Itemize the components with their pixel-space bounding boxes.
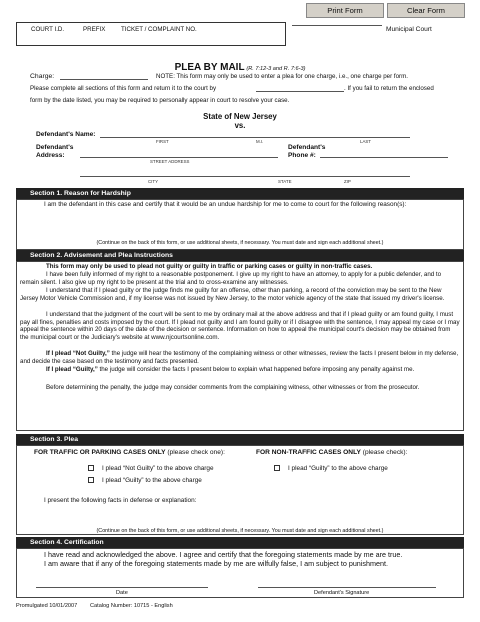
first-name-label: FIRST [156, 139, 169, 144]
not-guilty-checkbox[interactable] [88, 465, 94, 471]
advisement-p3: I understand that if I plead guilty or the judge finds me guilty for an offense, other than parking, a record of the conviction may be sent to the New Jersey Motor Vehicle Commission and, if my license was not issued by New Jersey, to the motor vehicle agency of the state that issued my driver's license. [20, 287, 445, 302]
advisement-p6: If I plead “Guilty,” the judge will consider the facts I present below to explain what happened before imposing any penalty against me. [46, 366, 415, 373]
section1-header: Section 1. Reason for Hardship [16, 188, 464, 199]
court-id-label: COURT I.D. [31, 26, 65, 33]
instructions-line1: Please complete all sections of this form and return it to the court by [30, 85, 217, 92]
defendant-name-label: Defendant's Name: [36, 131, 96, 138]
section4-header: Section 4. Certification [16, 537, 464, 548]
zip-label: ZIP [344, 179, 351, 184]
charge-label: Charge: [30, 73, 55, 80]
return-date-field[interactable] [256, 84, 344, 92]
prefix-label: PREFIX [83, 26, 106, 33]
facts-field[interactable] [20, 506, 460, 526]
facts-label: I present the following facts in defense or explanation: [44, 497, 197, 504]
last-name-label: LAST [360, 139, 371, 144]
city-state-zip-field[interactable] [80, 171, 410, 177]
advisement-p4: I understand that the judgment of the court will be sent to me by ordinary mail at the above address and that if I plead guilty or am found guilty, I must pay all fines, penalties and costs imposed by the court. If I plead not guilty and I am found guilty or if I disagree with the sentence, I may appeal my case or I may appeal the sentence within 20 days of the date of the decision or sentence. Information on how to appeal the municipal court's decision may be obtained from the municipal court or the Judiciary's website at www.njcourtsonline.com. [20, 311, 460, 341]
not-guilty-label: I plead “Not Guilty” to the above charge [102, 465, 214, 472]
signature-field[interactable] [258, 582, 436, 588]
nontraffic-guilty-label: I plead “Guilty” to the above charge [288, 465, 388, 472]
middle-initial-label: M.I. [256, 139, 264, 144]
street-address-label: STREET ADDRESS [150, 159, 190, 164]
defendant-phone-label: Defendant's Phone #: [288, 144, 326, 159]
state-label: STATE [278, 179, 292, 184]
print-form-button[interactable]: Print Form [306, 3, 384, 18]
section1-continue-note: (Continue on the back of this form, or use additional sheets, if necessary. You must date and sign each additional sheet.) [96, 240, 384, 246]
section3-continue-note: (Continue on the back of this form, or use additional sheets, if necessary. You must date and sign each additional sheet.) [96, 528, 384, 534]
catalog-number: Catalog Number: 10715 - English [90, 603, 173, 609]
advisement-p1: This form may only be used to plead not guilty or guilty in traffic or parking cases or guilty in non-traffic cases. [46, 263, 373, 270]
section2-header: Section 2. Advisement and Plea Instructions [16, 250, 464, 261]
ticket-label: TICKET / COMPLAINT NO. [121, 26, 197, 33]
city-label: CITY [148, 179, 159, 184]
case-caption: State of New Jersey vs. [203, 112, 277, 130]
section3-header: Section 3. Plea [16, 434, 464, 445]
charge-note: NOTE: This form may only be used to enter a plea for one charge, i.e., one charge per form. [156, 73, 408, 80]
page-title: PLEA BY MAIL (R. 7:12-3 and R. 7:6-3) [174, 62, 306, 73]
certification-line2: I am aware that if any of the foregoing statements made by me are wilfully false, I am subject to punishment. [44, 559, 388, 568]
nontraffic-guilty-checkbox[interactable] [274, 465, 280, 471]
date-field[interactable] [36, 582, 208, 588]
charge-field[interactable] [60, 72, 148, 80]
section1-text: I am the defendant in this case and certify that it would be an undue hardship for me to come to court for the following reason(s): [44, 201, 407, 208]
guilty-checkbox[interactable] [88, 477, 94, 483]
signature-label: Defendant's Signature [314, 590, 370, 596]
municipal-court-label: Municipal Court [386, 26, 432, 33]
guilty-label: I plead “Guilty” to the above charge [102, 477, 202, 484]
certification-line1: I have read and acknowledged the above. I agree and certify that the foregoing statements made by me are true. [44, 550, 403, 559]
promulgated-date: Promulgated 10/01/2007 [16, 603, 78, 609]
traffic-cases-heading: FOR TRAFFIC OR PARKING CASES ONLY (please check one): [34, 449, 225, 456]
advisement-p7: Before determining the penalty, the judge may consider comments from the complaining witness, other witnesses or from the prosecutor. [46, 384, 420, 391]
instructions-line2: form by the date listed, you may be required to personally appear in court to resolve your case. [30, 97, 290, 104]
municipal-court-field[interactable] [292, 25, 382, 26]
nontraffic-cases-heading: FOR NON-TRAFFIC CASES ONLY (please check): [256, 449, 408, 456]
instructions-line1b: . If you fail to return the enclosed [344, 85, 434, 92]
date-label: Date [116, 590, 128, 596]
street-address-field[interactable] [80, 150, 278, 158]
clear-form-button[interactable]: Clear Form [387, 3, 465, 18]
defendant-address-label: Defendant's Address: [36, 144, 74, 159]
phone-field[interactable] [320, 150, 448, 158]
case-id-box [16, 22, 286, 46]
advisement-p5: If I plead “Not Guilty,” the judge will hear the testimony of the complaining witness or other witnesses, review the facts I present below in my defense, and decide the case based on the testimony and facts presented. [20, 350, 459, 365]
advisement-p2: I have been fully informed of my right to a reasonable postponement. I give up my right to have an attorney, to apply for a public defender, and to remain silent. I also give up my right to be present at the trial and to cross-examine any witnesses. [20, 271, 442, 286]
defendant-name-field[interactable] [100, 130, 410, 138]
